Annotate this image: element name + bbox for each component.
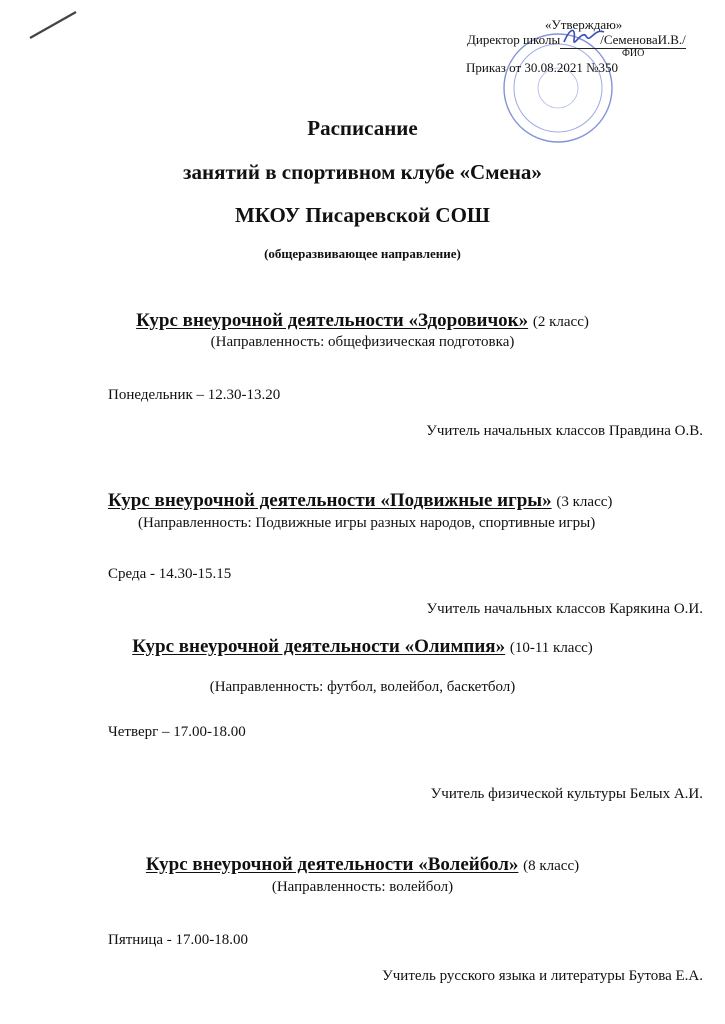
fio-label: ФИО [622,48,645,59]
course-heading [0,636,725,658]
course-teacher: Учитель физической культуры Белых А.И. [430,786,703,802]
approval-label: «Утверждаю» [545,17,623,32]
course-direction: (Направленность: общефизическая подготовка) [210,334,515,350]
page-subtitle: занятий в спортивном клубе «Смена» [183,160,542,184]
director-line [467,32,686,49]
course-grade: (8 класс) [523,858,580,874]
course-name: Курс внеурочной деятельности «Подвижные игры» [108,490,552,511]
course-heading [108,490,612,512]
course-teacher: Учитель русского языка и литературы Бутова Е.А. [382,968,703,984]
course-heading [0,854,725,876]
director-name: /СеменоваИ.В./ [600,32,686,47]
course-schedule: Среда - 14.30-15.15 [108,566,232,582]
course-name: Курс внеурочной деятельности «Здоровичок» [136,310,529,331]
direction-note: (общеразвивающее направление) [264,246,461,261]
scan-mark [28,6,88,46]
course-direction: (Направленность: Подвижные игры разных народов, спортивные игры) [138,515,596,531]
course-direction: (Направленность: волейбол) [271,879,454,895]
course-grade: (10-11 класс) [509,640,593,656]
course-direction: (Направленность: футбол, волейбол, баскетбол) [209,679,516,695]
course-schedule: Четверг – 17.00-18.00 [108,724,246,740]
course-teacher: Учитель начальных классов Правдина О.В. [426,423,703,439]
course-schedule: Понедельник – 12.30-13.20 [108,387,281,403]
course-grade: (2 класс) [532,314,589,330]
course-grade: (3 класс) [556,494,613,510]
course-name: Курс внеурочной деятельности «Волейбол» [145,854,519,875]
page-title: Расписание [307,116,418,140]
director-prefix: Директор школы [467,32,561,47]
order-reference: Приказ от 30.08.2021 №350 [466,60,619,75]
course-name: Курс внеурочной деятельности «Олимпия» [132,636,506,657]
course-heading [0,310,725,332]
school-name: МКОУ Писаревской СОШ [234,203,490,227]
course-teacher: Учитель начальных классов Карякина О.И. [426,601,703,617]
course-schedule: Пятница - 17.00-18.00 [108,932,249,948]
